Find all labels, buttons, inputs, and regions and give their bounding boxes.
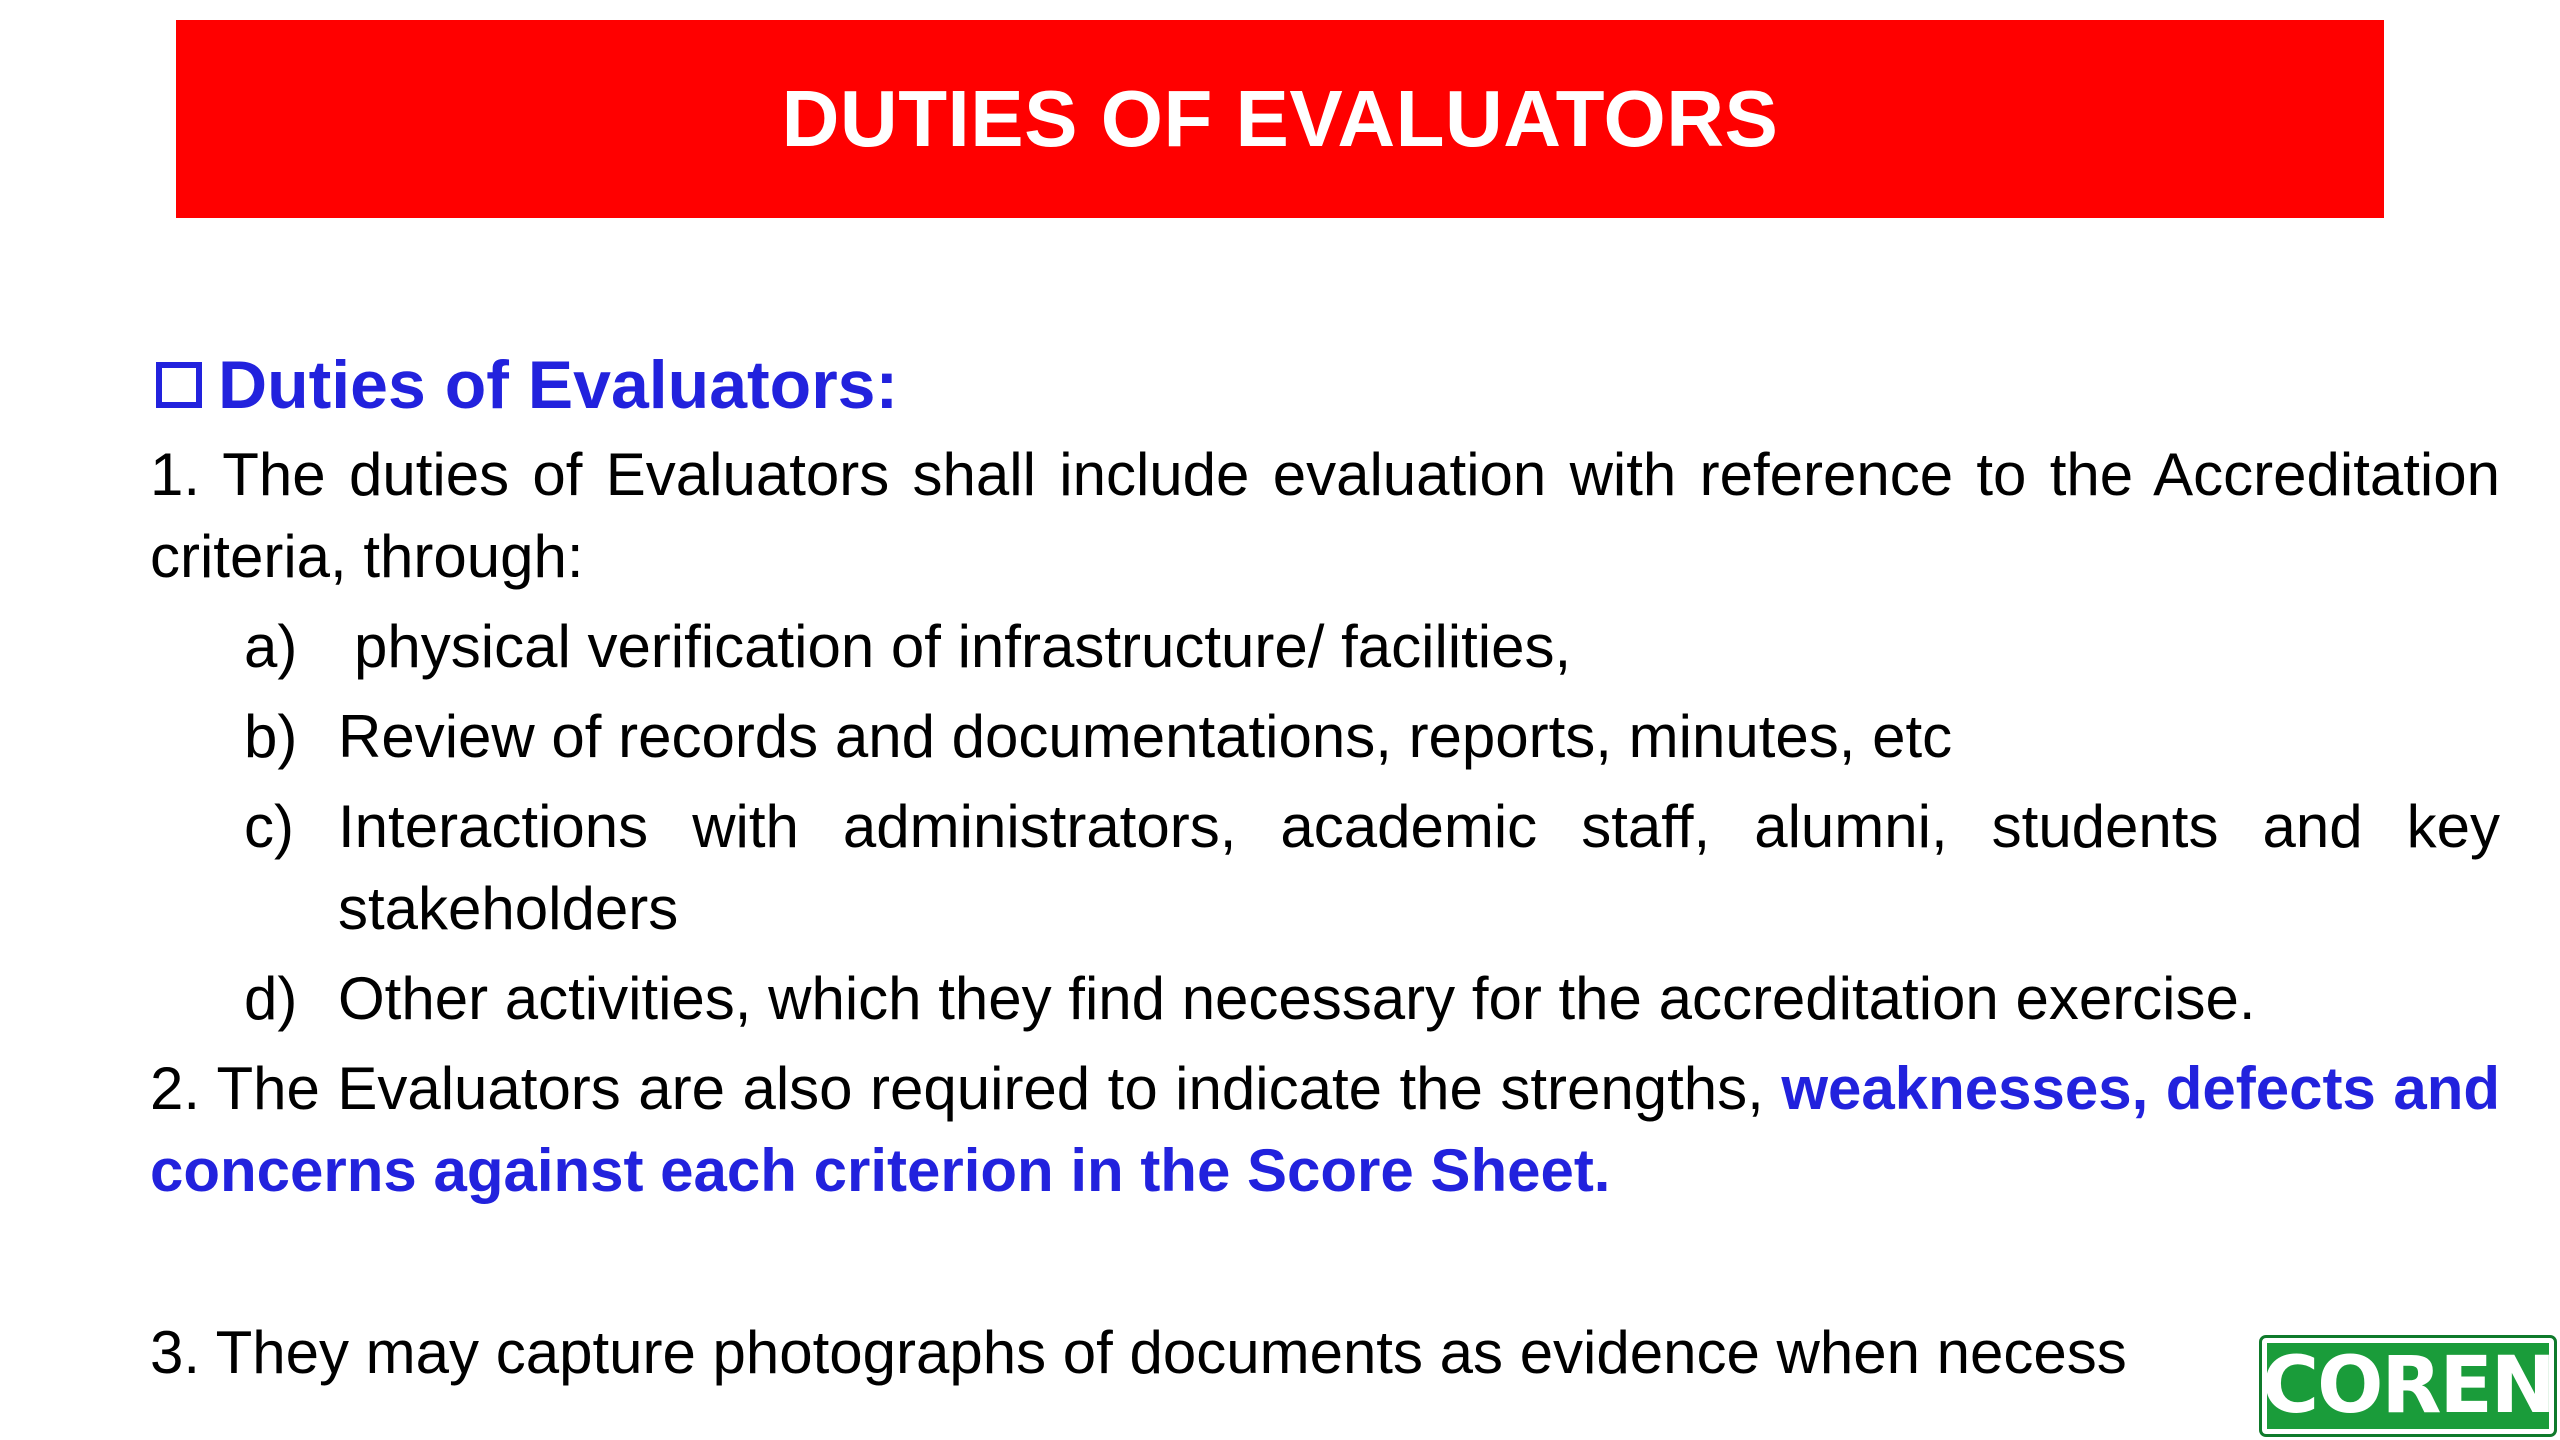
item-2-highlight: weaknesses, defects and concerns against each criterion in the Score Sheet. [150, 1055, 2500, 1204]
title-banner [176, 20, 2384, 218]
item-3-text: 3. They may capture photographs of documents as evidence when necess [150, 1319, 2127, 1386]
list-marker: d) [244, 965, 298, 1032]
spacer [150, 1212, 2500, 1312]
slide-content [150, 340, 2500, 1394]
list-marker: a) [244, 613, 298, 680]
logo-text: COREN [2261, 1341, 2555, 1431]
slide-title: DUTIES OF EVALUATORS [781, 74, 1779, 163]
item-2-text [150, 1048, 2500, 1212]
section-heading-label: Duties of Evaluators: [218, 347, 899, 423]
checkbox-icon [156, 362, 202, 408]
list-item [150, 958, 2500, 1040]
coren-logo [2262, 1338, 2554, 1434]
list-item-text: Review of records and documentations, reports, minutes, etc [338, 703, 1953, 770]
item-2-plain: 2. The Evaluators are also required to indicate the strengths, [150, 1055, 1782, 1122]
list-item-text: physical verification of infrastructure/ facilities, [354, 613, 1572, 680]
sub-list [150, 606, 2500, 1040]
list-item-text: Other activities, which they find necessary for the accreditation exercise. [338, 965, 2256, 1032]
item-1-text: 1. The duties of Evaluators shall include evaluation with reference to the Accreditation criteria, through: [150, 441, 2500, 590]
list-item-text: Interactions with administrators, academic staff, alumni, students and key stakeholders [338, 793, 2500, 942]
section-heading [150, 340, 2500, 430]
list-item [150, 606, 2500, 688]
list-item [150, 786, 2500, 950]
list-item [150, 696, 2500, 778]
list-marker: b) [244, 703, 298, 770]
list-marker: c) [244, 793, 294, 860]
